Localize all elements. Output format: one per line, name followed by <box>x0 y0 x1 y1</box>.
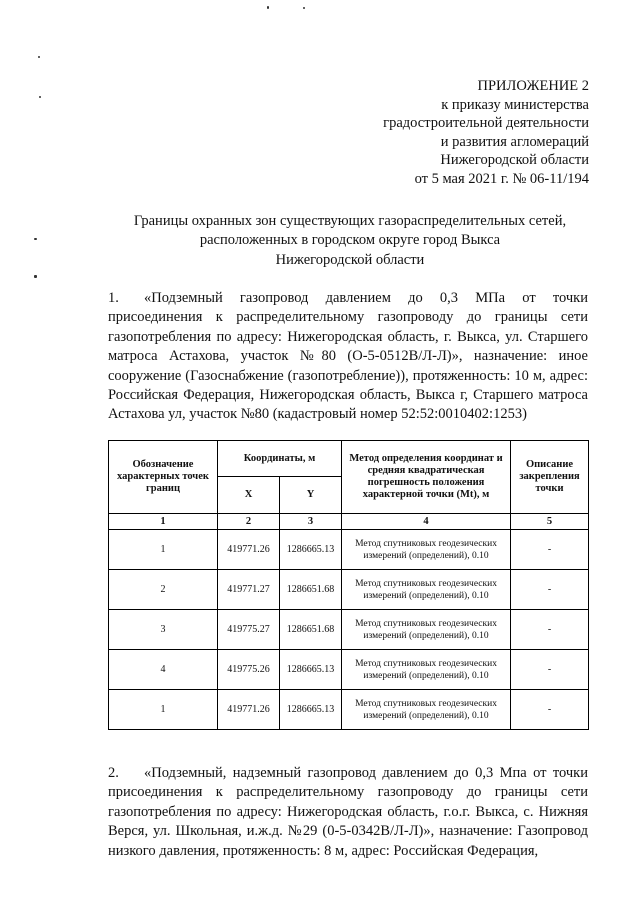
cell-description: - <box>511 690 589 730</box>
appendix-title: ПРИЛОЖЕНИЕ 2 <box>477 78 589 94</box>
cell-point: 2 <box>109 570 218 610</box>
cell-point: 1 <box>109 690 218 730</box>
header-x: X <box>218 477 280 514</box>
scan-speck <box>303 7 305 9</box>
column-number-row <box>109 514 589 530</box>
header-point: Обозначение характерных точек границ <box>109 441 218 514</box>
appendix-order-date: от 5 мая 2021 г. № 06-11/194 <box>414 170 589 187</box>
cell-x: 419771.26 <box>218 530 280 570</box>
table-row <box>109 610 589 650</box>
cell-y: 1286651.68 <box>280 570 342 610</box>
cell-x: 419771.27 <box>218 570 280 610</box>
header-description: Описание закрепления точки <box>511 441 589 514</box>
appendix-line: Нижегородской области <box>440 152 589 169</box>
section-text: «Подземный газопровод давлением до 0,3 МПа от точки присоединения к распределительному газопроводу до границы сети газопотребления по адресу: Нижегородская область, г. Выкса, ул. Старшего матроса Астахова, участок №80 (О-5-0512В/Л-Л)», назначение: иное сооружение (Газоснабжение (газопотребление)), протяженность: 10 м, адрес: Российская Федерация, Нижегородская область, Выкса г, Старшего матроса Астахова ул, участок №80 (кадастровый номер 52:52:0010402:1253) <box>108 290 588 423</box>
cell-x: 419775.27 <box>218 610 280 650</box>
cell-x: 419771.26 <box>218 690 280 730</box>
scan-speck <box>267 6 269 9</box>
cell-description: - <box>511 610 589 650</box>
section-1-paragraph <box>108 289 588 425</box>
cell-y: 1286665.13 <box>280 690 342 730</box>
section-number: 2. <box>108 765 119 781</box>
column-number: 4 <box>342 514 511 530</box>
scan-speck <box>34 275 37 278</box>
cell-method: Метод спутниковых геодезических измерений (определений), 0.10 <box>342 570 511 610</box>
column-number: 2 <box>218 514 280 530</box>
column-number: 5 <box>511 514 589 530</box>
table-header-row <box>109 441 589 477</box>
section-number: 1. <box>108 290 119 306</box>
cell-method: Метод спутниковых геодезических измерений (определений), 0.10 <box>342 690 511 730</box>
cell-point: 3 <box>109 610 218 650</box>
coordinates-table <box>108 440 589 730</box>
scan-speck <box>34 238 37 240</box>
cell-description: - <box>511 530 589 570</box>
appendix-header <box>383 77 589 189</box>
title-line: Границы охранных зон существующих газораспределительных сетей, <box>133 213 567 229</box>
section-2-paragraph <box>108 764 588 861</box>
cell-description: - <box>511 570 589 610</box>
appendix-line: и развития агломераций <box>440 133 589 150</box>
column-number: 1 <box>109 514 218 530</box>
scan-speck <box>39 96 41 98</box>
cell-method: Метод спутниковых геодезических измерений (определений), 0.10 <box>342 530 511 570</box>
column-number: 3 <box>280 514 342 530</box>
cell-y: 1286651.68 <box>280 610 342 650</box>
document-title <box>60 212 640 270</box>
header-coordinates: Координаты, м <box>218 441 342 477</box>
cell-point: 4 <box>109 650 218 690</box>
cell-method: Метод спутниковых геодезических измерений (определений), 0.10 <box>342 610 511 650</box>
scan-speck <box>38 56 40 58</box>
cell-method: Метод спутниковых геодезических измерений (определений), 0.10 <box>342 650 511 690</box>
table-row <box>109 690 589 730</box>
appendix-line: к приказу министерства <box>441 96 589 113</box>
header-method: Метод определения координат и средняя квадратическая погрешность положения характерной точки (Mt), м <box>342 441 511 514</box>
header-y: Y <box>280 477 342 514</box>
cell-y: 1286665.13 <box>280 650 342 690</box>
cell-description: - <box>511 650 589 690</box>
cell-point: 1 <box>109 530 218 570</box>
appendix-line: градостроительной деятельности <box>383 115 589 132</box>
cell-y: 1286665.13 <box>280 530 342 570</box>
table-row <box>109 650 589 690</box>
table-row <box>109 570 589 610</box>
cell-x: 419775.26 <box>218 650 280 690</box>
table-row <box>109 530 589 570</box>
section-text: «Подземный, надземный газопровод давлением до 0,3 Мпа от точки присоединения к распределительному газопроводу до границы сети газопотребления по адресу: Нижегородская область, г.о.г. Выкса, с. Нижняя Верся, ул. Школьная, и.ж.д. №29 (0-5-0342В/Л-Л)», назначение: Газопровод низкого давления, протяженность: 8 м, адрес: Российская Федерация, <box>108 765 588 859</box>
title-line: Нижегородской области <box>275 251 425 268</box>
title-line: расположенных в городском округе город Выкса <box>199 232 501 249</box>
